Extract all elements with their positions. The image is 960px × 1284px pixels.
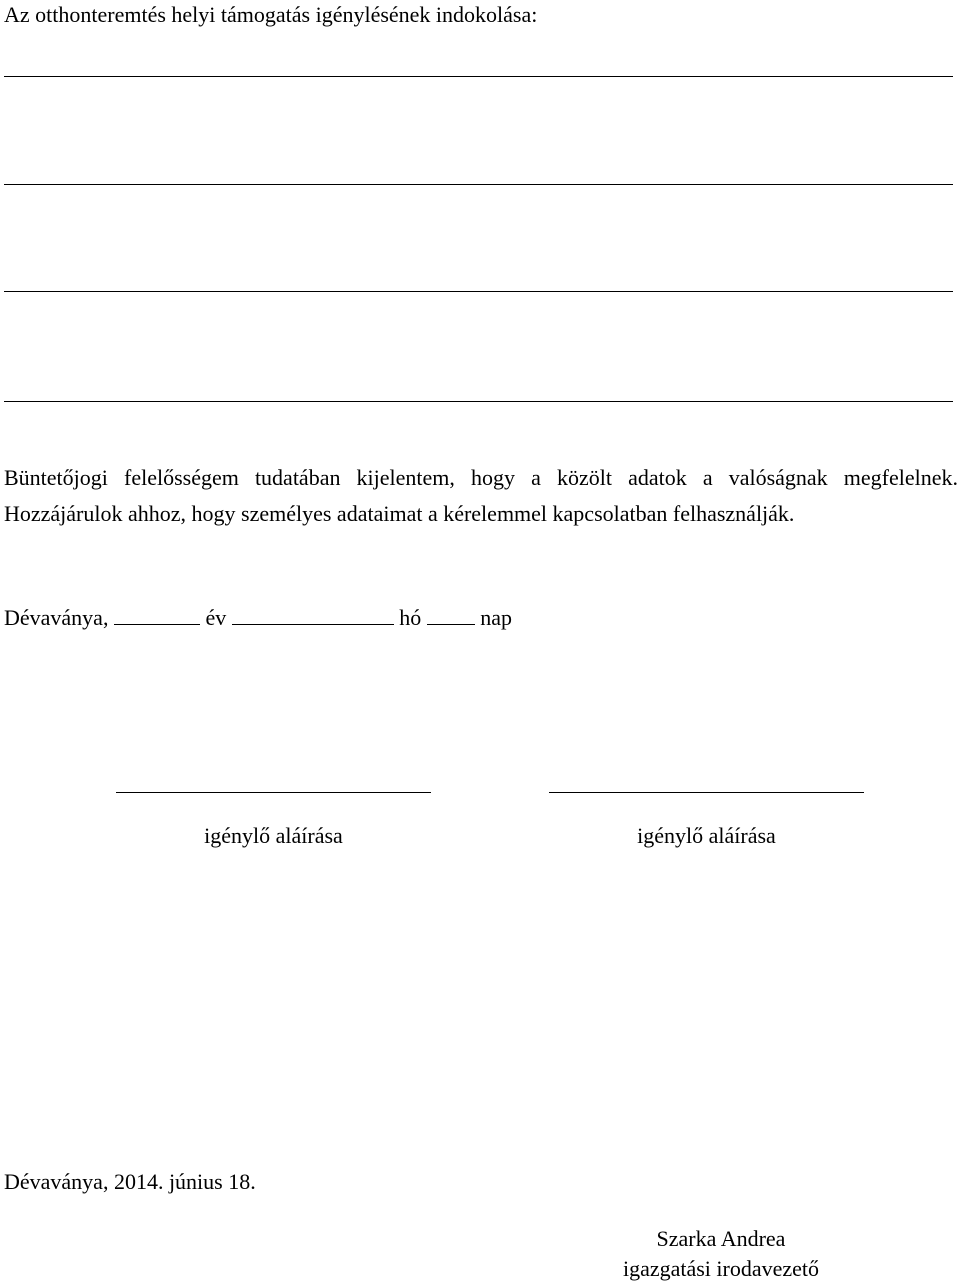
justification-line-4[interactable] [4,401,953,402]
official-block [560,1224,882,1284]
day-blank[interactable] [427,602,475,625]
year-label: év [205,605,227,630]
year-blank[interactable] [114,602,200,625]
justification-line-2[interactable] [4,184,953,185]
month-label: hó [399,605,422,630]
date-line [4,602,512,634]
day-label: nap [480,605,512,630]
issue-date: Dévaványa, 2014. június 18. [4,1169,256,1194]
declaration-paragraph: Büntetőjogi felelősségem tudatában kijelentem, hogy a közölt adatok a valóságnak megfelelnek. Hozzájárulok ahhoz, hogy személyes adataimat a kérelemmel kapcsolatban felhasználják. [4,465,958,526]
form-heading: Az otthonteremtés helyi támogatás igénylésének indokolása: [4,2,538,27]
official-name: Szarka Andrea [656,1226,786,1251]
justification-line-1[interactable] [4,76,953,77]
signature-label-left: igénylő aláírása [204,823,343,848]
signature-line-left[interactable] [116,792,431,793]
month-blank[interactable] [232,602,394,625]
signature-line-right[interactable] [549,792,864,793]
justification-line-3[interactable] [4,291,953,292]
date-place: Dévaványa, [4,605,109,630]
official-title: igazgatási irodavezető [622,1256,820,1281]
signature-label-right: igénylő aláírása [637,823,776,848]
